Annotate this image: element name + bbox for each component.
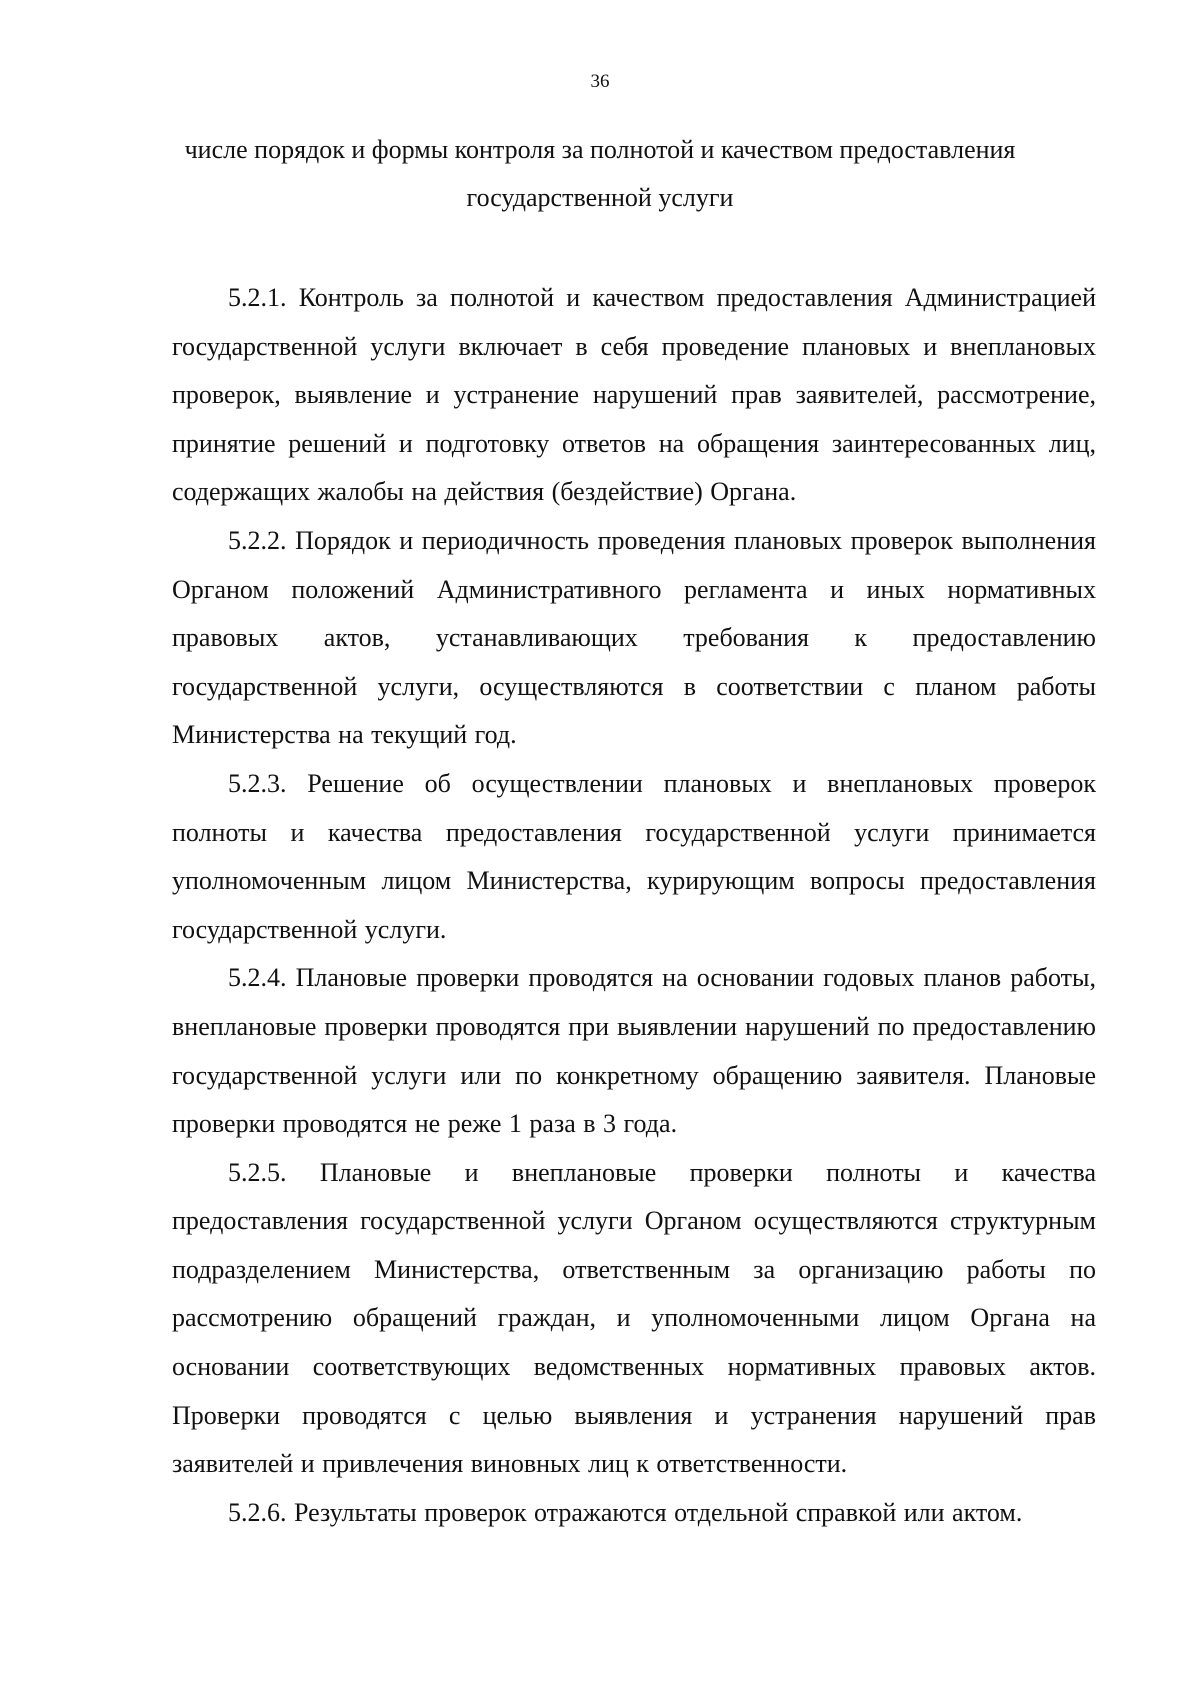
paragraph-5-2-3: 5.2.3. Решение об осуществлении плановых и внеплановых проверок полноты и качества предоставления государственной услуги принимается уполномоченным лицом Министерства, курирующим вопросы предоставления государственной услуги. — [172, 768, 1096, 944]
paragraph-5-2-4: 5.2.4. Плановые проверки проводятся на основании годовых планов работы, внеплановые проверки проводятся при выявлении нарушений по предоставлению государственной услуги или по конкретному обращению заявителя. Плановые проверки проводятся не реже 1 раза в 3 года. — [172, 963, 1096, 1139]
page-number: 36 — [590, 71, 610, 92]
paragraph-5-2-6: 5.2.6. Результаты проверок отражаются отдельной справкой или актом. — [228, 1497, 1023, 1527]
paragraph-5-2-5: 5.2.5. Плановые и внеплановые проверки полноты и качества предоставления государственной услуги Органом осуществляются структурным подразделением Министерства, ответственным за организацию работы по рассмотрению обращений граждан, и уполномоченными лицом Органа на основании соответствующих ведомственных нормативных правовых актов. Проверки проводятся с целью выявления и устранения нарушений прав заявителей и привлечения виновных лиц к ответственности. — [172, 1157, 1096, 1479]
heading-line-1: числе порядок и формы контроля за полнотой и качеством предоставления — [184, 135, 1016, 164]
paragraph-5-2-2: 5.2.2. Порядок и периодичность проведения плановых проверок выполнения Органом положений Административного регламента и иных нормативных правовых актов, устанавливающих требования к предоставлению государственной услуги, осуществляются в соответствии с планом работы Министерства на текущий год. — [172, 525, 1096, 750]
section-heading — [150, 126, 1050, 222]
paragraph-5-2-1: 5.2.1. Контроль за полнотой и качеством предоставления Администрацией государственной услуги включает в себя проведение плановых и внеплановых проверок, выявление и устранение нарушений прав заявителей, рассмотрение, принятие решений и подготовку ответов на обращения заинтересованных лиц, содержащих жалобы на действия (бездействие) Органа. — [172, 283, 1096, 507]
heading-line-2: государственной услуги — [466, 183, 734, 212]
body-text — [172, 274, 1096, 1537]
